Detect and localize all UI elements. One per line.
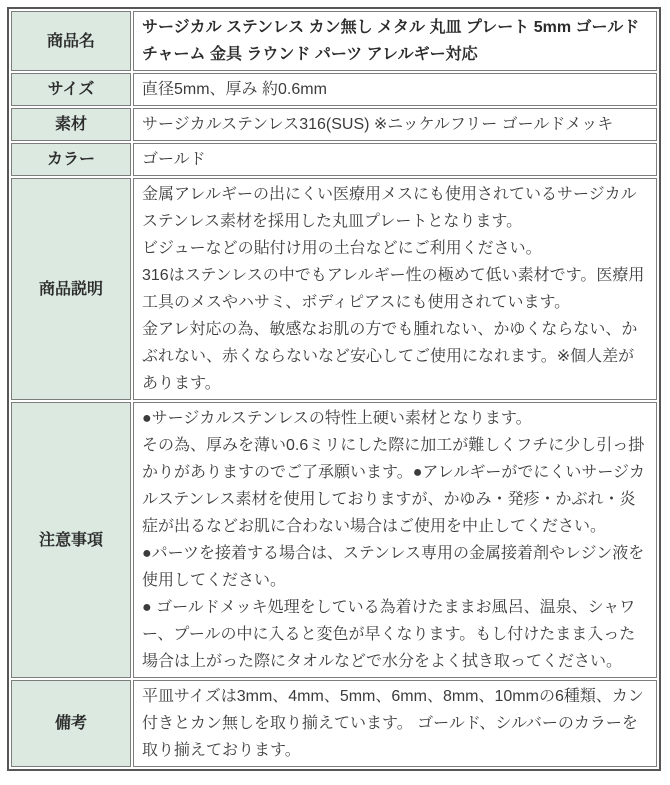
- row-label: 商品説明: [11, 178, 131, 400]
- row-label: 備考: [11, 680, 131, 767]
- value-paragraph: サージカルステンレス316(SUS) ※ニッケルフリー ゴールドメッキ: [142, 116, 614, 133]
- product-spec-table: [7, 7, 661, 771]
- value-paragraph: 金アレ対応の為、敏感なお肌の方でも腫れない、かゆくならない、かぶれない、赤くならないなど安心してご使用になれます。※個人差があります。: [142, 321, 638, 392]
- value-paragraph: 直径5mm、厚み 約0.6mm: [142, 81, 327, 98]
- table-row: [11, 680, 657, 767]
- value-paragraph: ●サージカルステンレスの特性上硬い素材となります。: [142, 410, 532, 427]
- row-value: [133, 402, 657, 678]
- value-paragraph: ビジューなどの貼付け用の土台などにご利用ください。: [142, 240, 542, 257]
- value-paragraph: ●パーツを接着する場合は、ステンレス専用の金属接着剤やレジン液を使用してください。: [142, 545, 645, 589]
- row-label: サイズ: [11, 73, 131, 106]
- row-label: 素材: [11, 108, 131, 141]
- table-row: [11, 402, 657, 678]
- table-row: [11, 11, 657, 71]
- row-value: [133, 680, 657, 767]
- row-label: カラー: [11, 143, 131, 176]
- value-paragraph: サージカル ステンレス カン無し メタル 丸皿 プレート 5mm ゴールド チャーム 金具 ラウンド パーツ アレルギー対応: [142, 19, 640, 63]
- table-row: [11, 143, 657, 176]
- row-value: [133, 73, 657, 106]
- spec-table-body: [11, 11, 657, 767]
- row-value: [133, 143, 657, 176]
- row-value: [133, 108, 657, 141]
- row-label: 商品名: [11, 11, 131, 71]
- value-paragraph: ● ゴールドメッキ処理をしている為着けたままお風呂、温泉、シャワー、プールの中に入ると変色が早くなります。もし付けたまま入った場合は上がった際にタオルなどで水分をよく拭き取ってください。: [142, 599, 636, 670]
- table-row: [11, 108, 657, 141]
- row-value: [133, 11, 657, 71]
- row-value: [133, 178, 657, 400]
- value-paragraph: 金属アレルギーの出にくい医療用メスにも使用されているサージカルステンレス素材を採用した丸皿プレートとなります。: [142, 186, 637, 230]
- value-paragraph: 平皿サイズは3mm、4mm、5mm、6mm、8mm、10mmの6種類、カン付きとカン無しを取り揃えています。 ゴールド、シルバーのカラーを取り揃えております。: [142, 688, 644, 759]
- row-label: 注意事項: [11, 402, 131, 678]
- value-paragraph: その為、厚みを薄い0.6ミリにした際に加工が難しくフチに少し引っ掛かりがありますのでご了承願います。●アレルギーがでにくいサージカルステンレス素材を使用しておりますが、かゆみ・発疹・かぶれ・炎症が出るなどお肌に合わない場合はご使用を中止してください。: [142, 437, 646, 535]
- value-paragraph: 316はステンレスの中でもアレルギー性の極めて低い素材です。医療用工具のメスやハサミ、ボディピアスにも使用されています。: [142, 267, 645, 311]
- table-row: [11, 73, 657, 106]
- table-row: [11, 178, 657, 400]
- value-paragraph: ゴールド: [142, 151, 206, 168]
